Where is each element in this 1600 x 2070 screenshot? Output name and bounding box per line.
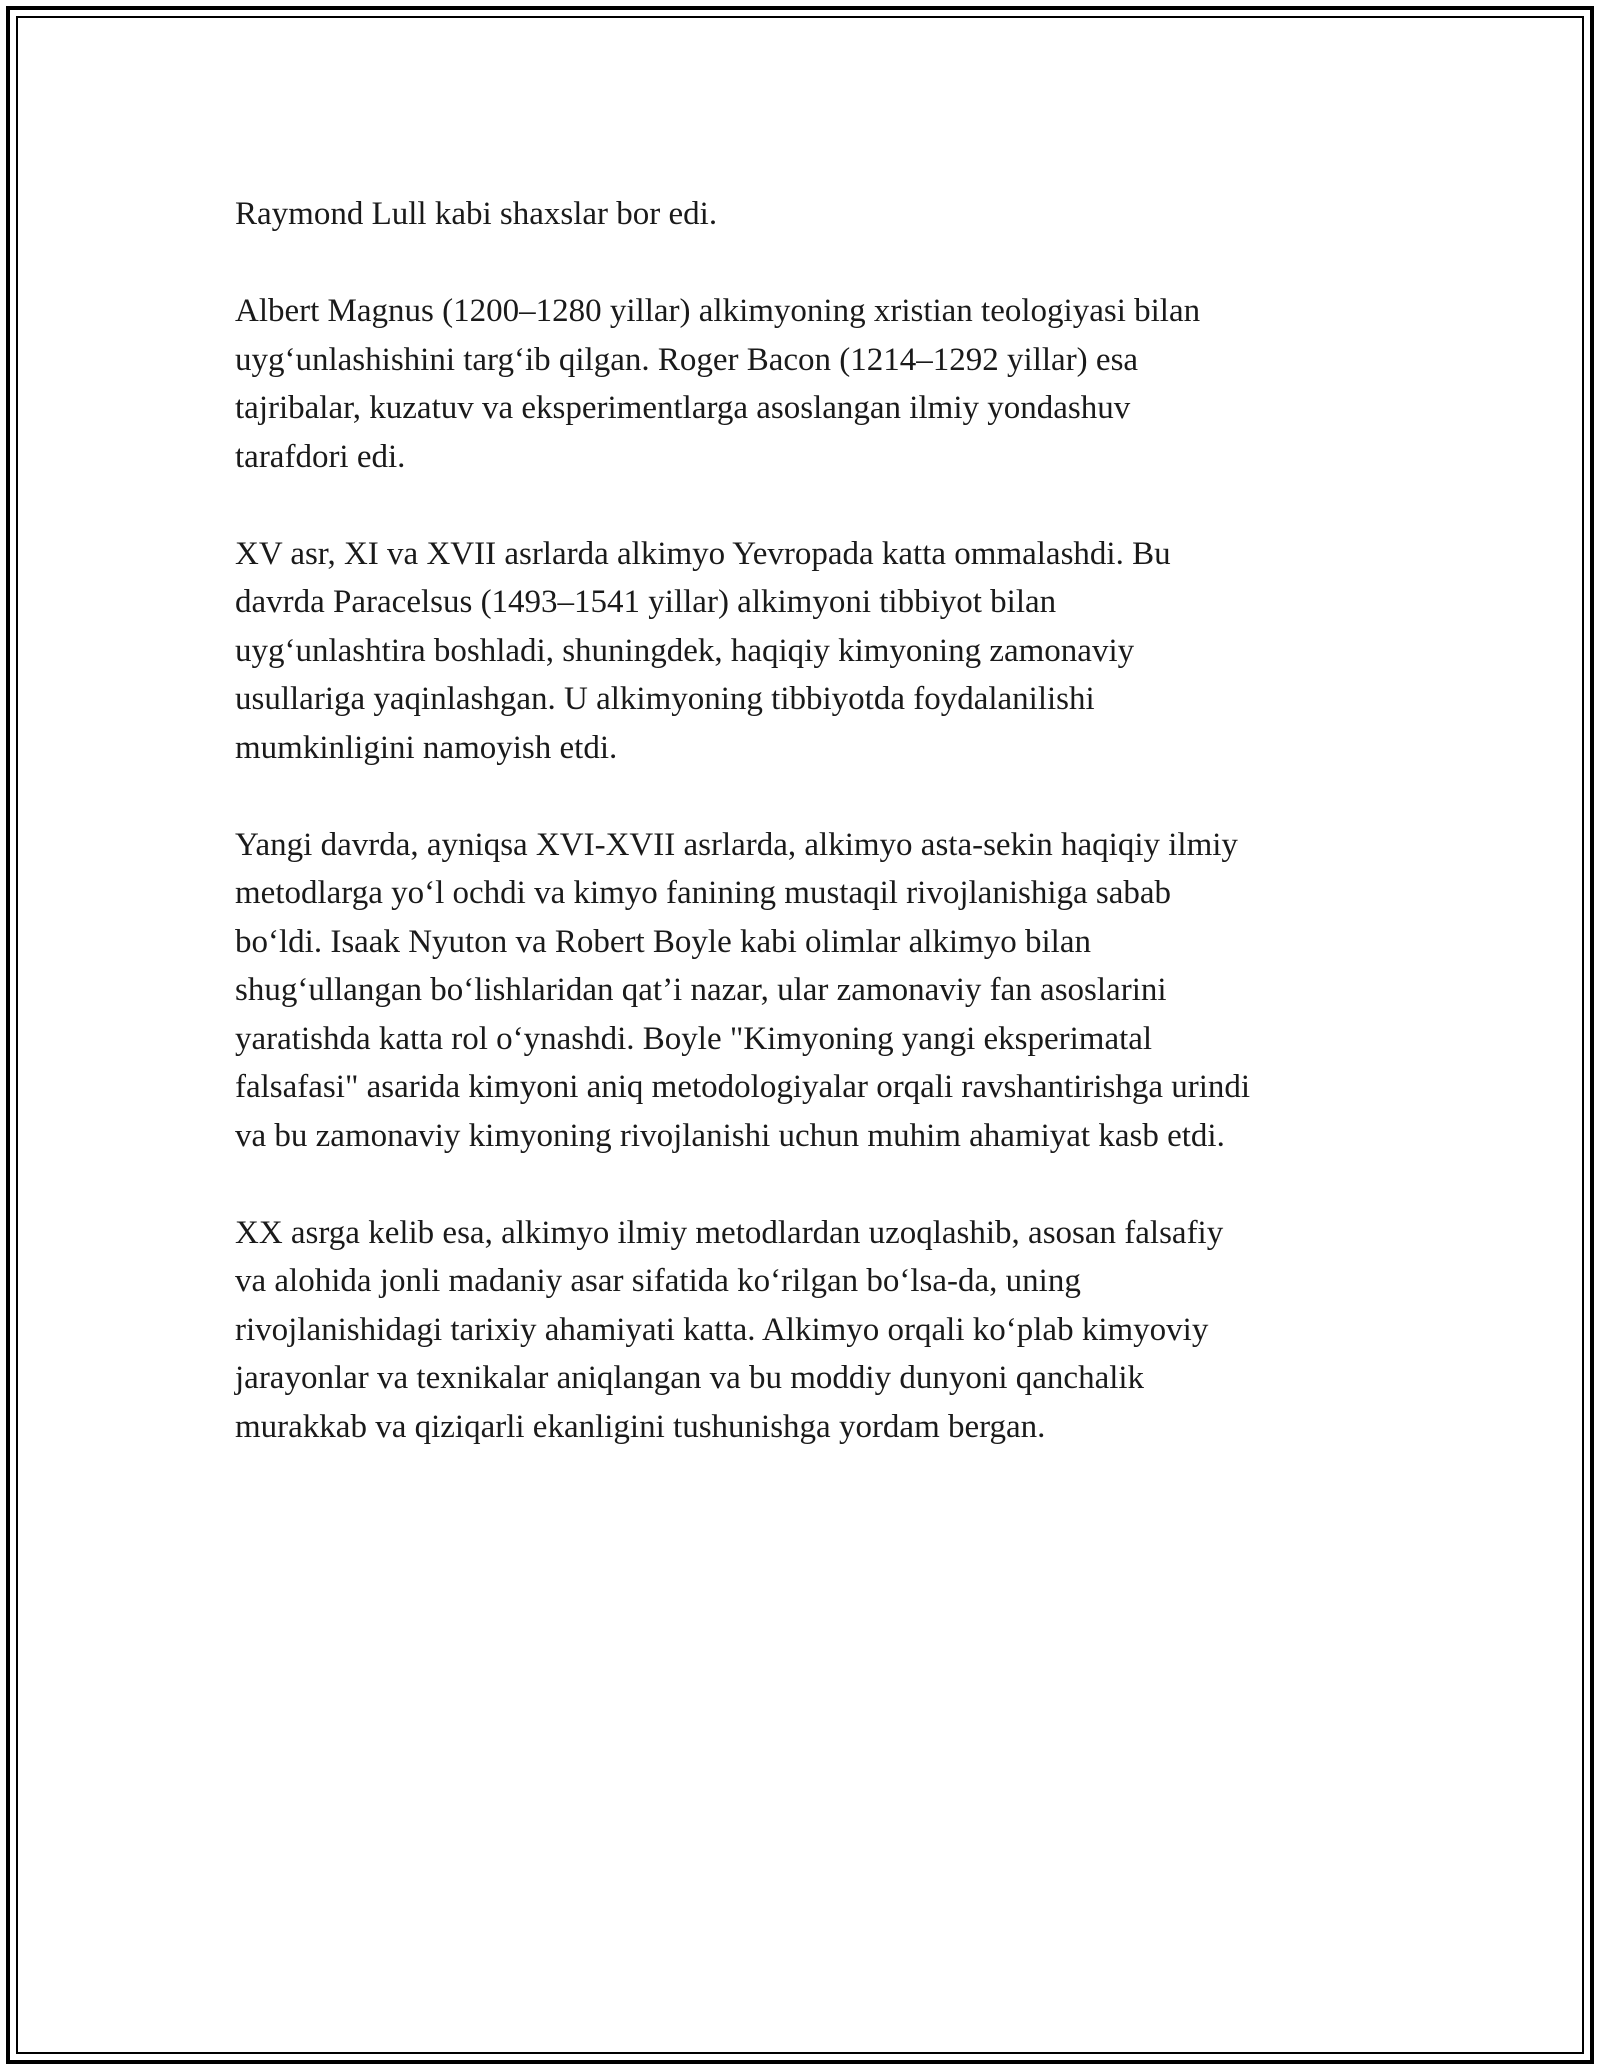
paragraph — [235, 287, 1375, 481]
paragraph — [235, 190, 1375, 239]
text-line: davrda Paracelsus (1493–1541 yillar) alkimyoni tibbiyot bilan — [235, 584, 1057, 620]
text-line: uyg‘unlashtira boshladi, shuningdek, haqiqiy kimyoning zamonaviy — [235, 632, 1135, 669]
paragraph — [235, 821, 1375, 1161]
text-line: yaratishda katta rol o‘ynashdi. Boyle "Kimyoning yangi eksperimatal — [235, 1020, 1153, 1057]
text-line: XX asrga kelib esa, alkimyo ilmiy metodlardan uzoqlashib, asosan falsafiy — [235, 1214, 1224, 1251]
text-line: tajribalar, kuzatuv va eksperimentlarga asoslangan ilmiy yondashuv — [235, 390, 1131, 426]
text-line: mumkinligini namoyish etdi. — [235, 729, 618, 766]
text-line: falsafasi" asarida kimyoni aniq metodologiyalar orqali ravshantirishga urindi — [235, 1069, 1251, 1105]
text-line: uyg‘unlashishini targ‘ib qilgan. Roger Bacon (1214–1292 yillar) esa — [235, 341, 1139, 378]
text-line: jarayonlar va texnikalar aniqlangan va bu moddiy dunyoni qanchalik — [235, 1360, 1145, 1396]
text-line: va alohida jonli madaniy asar sifatida ko‘rilgan bo‘lsa-da, uning — [235, 1263, 1081, 1299]
text-line: va bu zamonaviy kimyoning rivojlanishi uchun muhim ahamiyat kasb etdi. — [235, 1117, 1225, 1154]
text-line: Albert Magnus (1200–1280 yillar) alkimyoning xristian teologiyasi bilan — [235, 293, 1201, 329]
document-body — [235, 190, 1375, 1500]
text-line: shug‘ullangan bo‘lishlaridan qat’i nazar, ular zamonaviy fan asoslarini — [235, 972, 1167, 1008]
text-line: metodlarga yo‘l ochdi va kimyo fanining mustaqil rivojlanishiga sabab — [235, 875, 1172, 911]
text-line: Raymond Lull kabi shaxslar bor edi. — [235, 196, 718, 232]
text-line: XV asr, XI va XVII asrlarda alkimyo Yevropada katta ommalashdi. Bu — [235, 535, 1171, 572]
text-line: tarafdori edi. — [235, 438, 406, 475]
paragraph — [235, 530, 1375, 773]
text-line: rivojlanishidagi tarixiy ahamiyati katta. Alkimyo orqali ko‘plab kimyoviy — [235, 1311, 1209, 1348]
paragraph — [235, 1209, 1375, 1452]
text-line: Yangi davrda, ayniqsa XVI-XVII asrlarda, alkimyo asta-sekin haqiqiy ilmiy — [235, 826, 1238, 863]
text-line: usullariga yaqinlashgan. U alkimyoning tibbiyotda foydalanilishi — [235, 681, 1095, 717]
text-line: murakkab va qiziqarli ekanligini tushunishga yordam bergan. — [235, 1408, 1046, 1445]
text-line: bo‘ldi. Isaak Nyuton va Robert Boyle kabi olimlar alkimyo bilan — [235, 923, 1092, 960]
